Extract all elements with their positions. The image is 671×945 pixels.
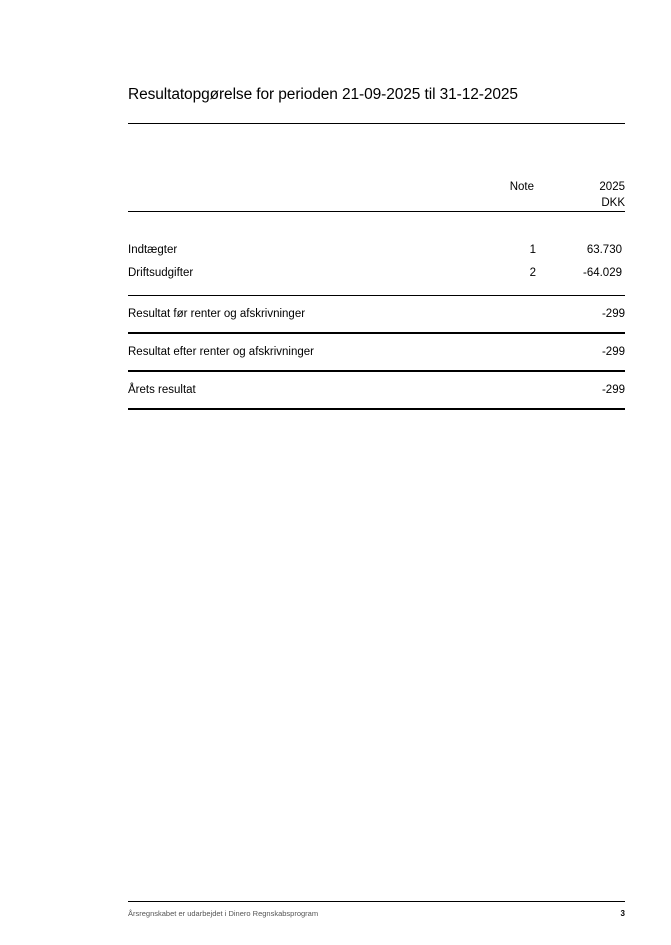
row-value-revenue: 63.730	[586, 244, 622, 256]
header-divider	[128, 211, 625, 212]
currency-column-header: DKK	[601, 197, 625, 209]
subtotal-value-net-result: -299	[601, 384, 625, 396]
subtotal-label-net-result: Årets resultat	[128, 384, 196, 396]
note-column-header: Note	[509, 181, 534, 193]
net-result-divider	[128, 408, 625, 410]
row-value-operating-expenses: -64.029	[582, 267, 622, 279]
footer-text: Årsregnskabet er udarbejdet i Dinero Regnskabsprogram	[128, 909, 319, 918]
items-divider	[128, 295, 625, 296]
page-number: 3	[620, 909, 625, 918]
year-column-header: 2025	[599, 181, 625, 193]
row-label-revenue: Indtægter	[128, 244, 178, 256]
subtotal-label-after-interest: Resultat efter renter og afskrivninger	[128, 346, 315, 358]
row-note-operating-expenses: 2	[529, 267, 536, 279]
title-divider	[128, 123, 625, 124]
subtotal-divider-2	[128, 370, 625, 372]
row-note-revenue: 1	[529, 244, 536, 256]
subtotal-value-after-interest: -299	[601, 346, 625, 358]
subtotal-label-ebitda: Resultat før renter og afskrivninger	[128, 308, 306, 320]
footer-divider	[128, 901, 625, 902]
page-title: Resultatopgørelse for perioden 21-09-2025 til 31-12-2025	[128, 86, 518, 103]
subtotal-divider-1	[128, 332, 625, 334]
row-label-operating-expenses: Driftsudgifter	[128, 267, 194, 279]
subtotal-value-ebitda: -299	[601, 308, 625, 320]
